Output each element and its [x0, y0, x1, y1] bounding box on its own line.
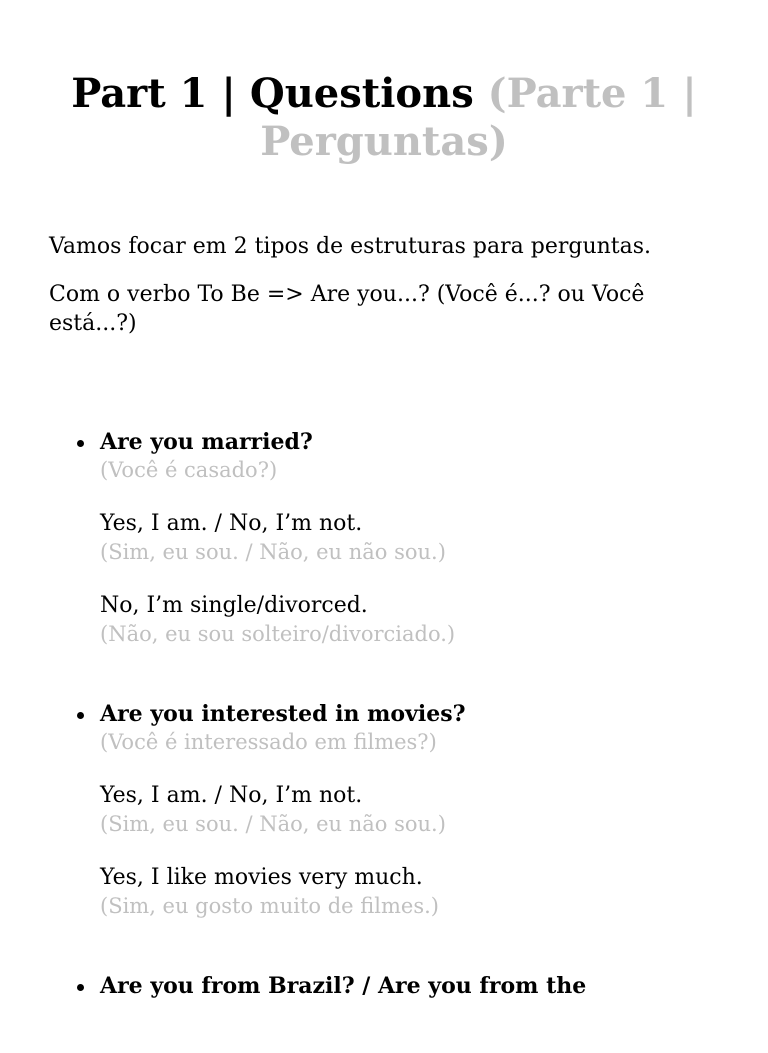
answer-text: Yes, I am. / No, I’m not.: [100, 783, 363, 808]
page-title: [40, 70, 728, 166]
bullet-icon: [77, 712, 84, 719]
answer-block: [100, 509, 768, 565]
list-item: [0, 699, 768, 919]
answer-text: Yes, I like movies very much.: [100, 865, 423, 890]
intro-paragraph: Vamos focar em 2 tipos de estruturas para perguntas.: [49, 234, 652, 259]
intro-section: [49, 232, 729, 357]
answer-text: Yes, I am. / No, I’m not.: [100, 511, 363, 536]
title-main: Part 1 | Questions: [71, 70, 474, 117]
list-item: [0, 427, 768, 647]
intro-paragraph: Com o verbo To Be => Are you...? (Você é...? ou Você está...?): [49, 282, 645, 336]
answer-translation: (Não, eu sou solteiro/divorciado.): [100, 622, 456, 646]
answer-block: [100, 591, 768, 647]
question-text: Are you from Brazil? / Are you from the: [100, 973, 587, 999]
question-translation: (Você é casado?): [100, 458, 278, 482]
answer-translation: (Sim, eu sou. / Não, eu não sou.): [100, 540, 446, 564]
answer-block: [100, 863, 768, 919]
answer-translation: (Sim, eu gosto muito de filmes.): [100, 894, 439, 918]
bullet-icon: [77, 984, 84, 991]
question-translation: (Você é interessado em filmes?): [100, 730, 437, 754]
answer-text: No, I’m single/divorced.: [100, 593, 368, 618]
title-translation: (Parte 1 | Perguntas): [260, 70, 697, 165]
bullet-icon: [77, 440, 84, 447]
question-text: Are you married?: [100, 429, 313, 455]
answer-block: [100, 781, 768, 837]
question-text: Are you interested in movies?: [100, 701, 466, 727]
answer-translation: (Sim, eu sou. / Não, eu não sou.): [100, 812, 446, 836]
list-item: [0, 971, 768, 1001]
question-list: [0, 427, 768, 1053]
